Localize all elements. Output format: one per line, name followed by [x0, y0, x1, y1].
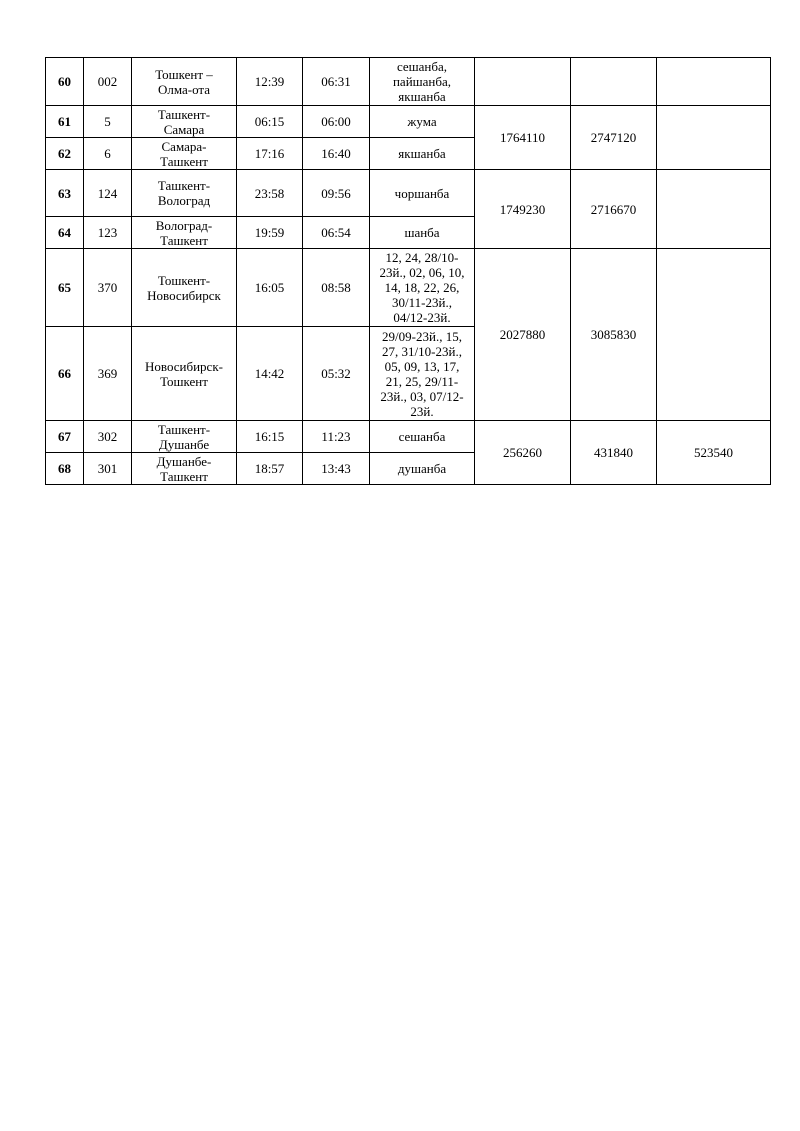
price-2: 2716670	[571, 170, 657, 249]
price-3	[657, 249, 771, 421]
arrival-time: 16:40	[303, 138, 370, 170]
departure-time: 17:16	[237, 138, 303, 170]
price-1: 2027880	[475, 249, 571, 421]
train-number: 302	[84, 421, 132, 453]
row-number: 64	[46, 217, 84, 249]
run-days: чоршанба	[370, 170, 475, 217]
table-row	[46, 58, 771, 106]
table-row	[46, 106, 771, 138]
route: Новосибирск- Тошкент	[132, 327, 237, 421]
arrival-time: 13:43	[303, 453, 370, 485]
train-schedule-table	[45, 57, 771, 485]
arrival-time: 09:56	[303, 170, 370, 217]
departure-time: 23:58	[237, 170, 303, 217]
price-1: 1749230	[475, 170, 571, 249]
departure-time: 16:05	[237, 249, 303, 327]
train-number: 370	[84, 249, 132, 327]
route: Самара- Ташкент	[132, 138, 237, 170]
run-days: душанба	[370, 453, 475, 485]
row-number: 61	[46, 106, 84, 138]
row-number: 67	[46, 421, 84, 453]
train-number: 5	[84, 106, 132, 138]
price-2: 431840	[571, 421, 657, 485]
price-1	[475, 58, 571, 106]
route: Тошкент- Новосибирск	[132, 249, 237, 327]
train-number: 369	[84, 327, 132, 421]
run-days: сешанба, пайшанба, якшанба	[370, 58, 475, 106]
price-1: 1764110	[475, 106, 571, 170]
table-row	[46, 421, 771, 453]
route: Ташкент- Волоград	[132, 170, 237, 217]
arrival-time: 05:32	[303, 327, 370, 421]
train-number: 124	[84, 170, 132, 217]
row-number: 68	[46, 453, 84, 485]
route: Тошкент – Олма-ота	[132, 58, 237, 106]
arrival-time: 06:54	[303, 217, 370, 249]
price-1: 256260	[475, 421, 571, 485]
run-days: 29/09-23й., 15, 27, 31/10-23й., 05, 09, 13, 17, 21, 25, 29/11- 23й., 03, 07/12- 23й.	[370, 327, 475, 421]
price-2: 2747120	[571, 106, 657, 170]
route: Ташкент- Самара	[132, 106, 237, 138]
table-row	[46, 249, 771, 327]
row-number: 60	[46, 58, 84, 106]
arrival-time: 06:31	[303, 58, 370, 106]
departure-time: 12:39	[237, 58, 303, 106]
row-number: 63	[46, 170, 84, 217]
price-3: 523540	[657, 421, 771, 485]
arrival-time: 08:58	[303, 249, 370, 327]
arrival-time: 06:00	[303, 106, 370, 138]
run-days: 12, 24, 28/10- 23й., 02, 06, 10, 14, 18, 22, 26, 30/11-23й., 04/12-23й.	[370, 249, 475, 327]
route: Волоград- Ташкент	[132, 217, 237, 249]
departure-time: 19:59	[237, 217, 303, 249]
train-number: 123	[84, 217, 132, 249]
departure-time: 06:15	[237, 106, 303, 138]
departure-time: 14:42	[237, 327, 303, 421]
price-3	[657, 170, 771, 249]
departure-time: 18:57	[237, 453, 303, 485]
price-2	[571, 58, 657, 106]
route: Душанбе- Ташкент	[132, 453, 237, 485]
table-row	[46, 170, 771, 217]
run-days: якшанба	[370, 138, 475, 170]
run-days: жума	[370, 106, 475, 138]
train-number: 301	[84, 453, 132, 485]
train-number: 6	[84, 138, 132, 170]
departure-time: 16:15	[237, 421, 303, 453]
row-number: 66	[46, 327, 84, 421]
arrival-time: 11:23	[303, 421, 370, 453]
price-3	[657, 58, 771, 106]
route: Ташкент- Душанбе	[132, 421, 237, 453]
run-days: сешанба	[370, 421, 475, 453]
row-number: 65	[46, 249, 84, 327]
train-number: 002	[84, 58, 132, 106]
price-3	[657, 106, 771, 170]
price-2: 3085830	[571, 249, 657, 421]
run-days: шанба	[370, 217, 475, 249]
row-number: 62	[46, 138, 84, 170]
